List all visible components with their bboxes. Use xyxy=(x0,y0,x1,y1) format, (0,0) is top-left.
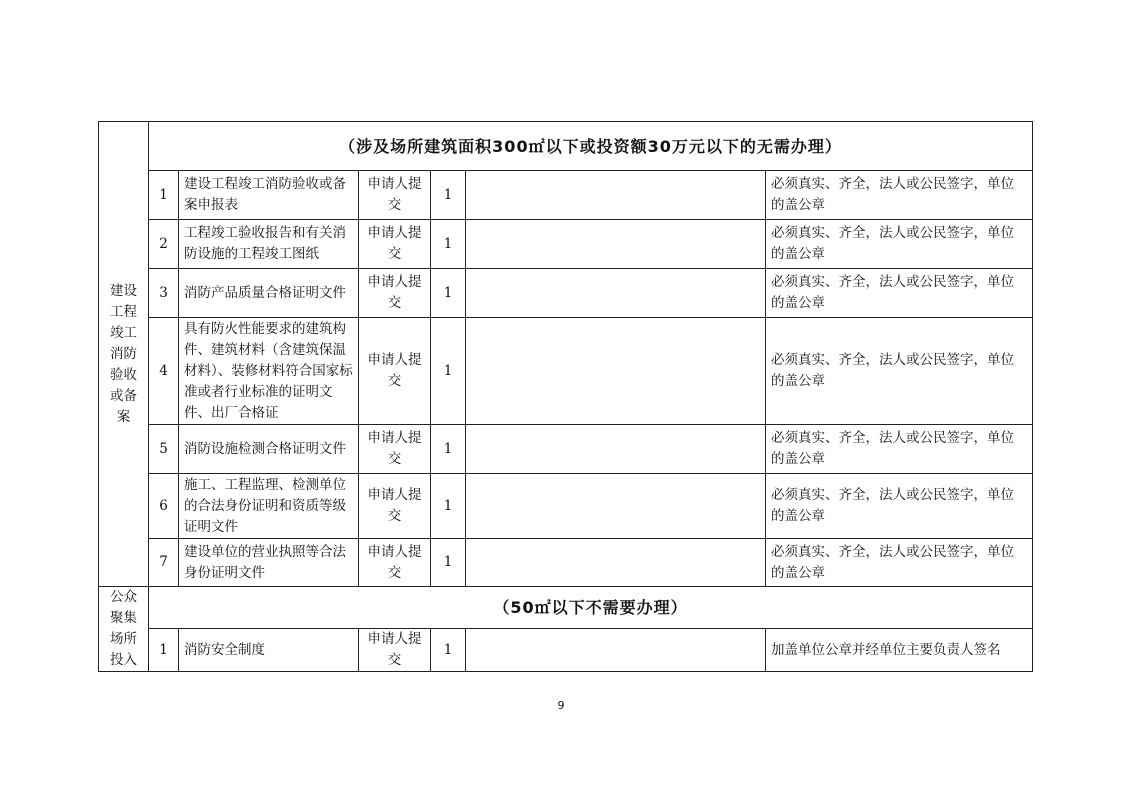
material-quantity: 1 xyxy=(431,318,466,425)
table-row xyxy=(99,318,1033,425)
material-source: 申请人提交 xyxy=(359,539,431,587)
material-name: 消防设施检测合格证明文件 xyxy=(179,425,359,474)
row-number: 7 xyxy=(149,539,179,587)
material-quantity: 1 xyxy=(431,220,466,269)
table-row xyxy=(99,474,1033,539)
material-requirement: 必须真实、齐全，法人或公民签字，单位的盖公章 xyxy=(766,474,1033,539)
material-requirement: 加盖单位公章并经单位主要负责人签名 xyxy=(766,629,1033,672)
table-row xyxy=(99,539,1033,587)
material-source: 申请人提交 xyxy=(359,425,431,474)
section1-header: （涉及场所建筑面积300㎡以下或投资额30万元以下的无需办理） xyxy=(149,122,1033,171)
material-name: 建设单位的营业执照等合法身份证明文件 xyxy=(179,539,359,587)
material-name: 消防产品质量合格证明文件 xyxy=(179,269,359,318)
material-requirement: 必须真实、齐全，法人或公民签字，单位的盖公章 xyxy=(766,171,1033,220)
material-name: 消防安全制度 xyxy=(179,629,359,672)
material-source: 申请人提交 xyxy=(359,318,431,425)
material-name: 工程竣工验收报告和有关消防设施的工程竣工图纸 xyxy=(179,220,359,269)
material-name: 建设工程竣工消防验收或备案申报表 xyxy=(179,171,359,220)
material-name: 具有防火性能要求的建筑构件、建筑材料（含建筑保温材料）、装修材料符合国家标准或者行业标准的证明文件、出厂合格证 xyxy=(179,318,359,425)
row-number: 1 xyxy=(149,171,179,220)
blank-cell xyxy=(466,425,766,474)
material-source: 申请人提交 xyxy=(359,171,431,220)
row-number: 6 xyxy=(149,474,179,539)
material-requirement: 必须真实、齐全，法人或公民签字，单位的盖公章 xyxy=(766,539,1033,587)
section2-category: 公众聚集场所投入 xyxy=(99,587,149,672)
blank-cell xyxy=(466,171,766,220)
material-quantity: 1 xyxy=(431,539,466,587)
row-number: 5 xyxy=(149,425,179,474)
material-quantity: 1 xyxy=(431,629,466,672)
blank-cell xyxy=(466,629,766,672)
section2-header: （50㎡以下不需要办理） xyxy=(149,587,1033,629)
blank-cell xyxy=(466,318,766,425)
blank-cell xyxy=(466,539,766,587)
material-quantity: 1 xyxy=(431,171,466,220)
blank-cell xyxy=(466,269,766,318)
row-number: 2 xyxy=(149,220,179,269)
section1-header-row xyxy=(99,122,1033,171)
row-number: 3 xyxy=(149,269,179,318)
table-row xyxy=(99,220,1033,269)
material-requirement: 必须真实、齐全，法人或公民签字，单位的盖公章 xyxy=(766,269,1033,318)
section1-category: 建设工程竣工消防验收或备案 xyxy=(99,122,149,587)
material-requirement: 必须真实、齐全，法人或公民签字，单位的盖公章 xyxy=(766,318,1033,425)
material-quantity: 1 xyxy=(431,269,466,318)
row-number: 1 xyxy=(149,629,179,672)
material-name: 施工、工程监理、检测单位的合法身份证明和资质等级证明文件 xyxy=(179,474,359,539)
material-source: 申请人提交 xyxy=(359,220,431,269)
material-quantity: 1 xyxy=(431,425,466,474)
page-number: 9 xyxy=(557,699,565,712)
table-row xyxy=(99,269,1033,318)
table-row xyxy=(99,171,1033,220)
material-source: 申请人提交 xyxy=(359,629,431,672)
blank-cell xyxy=(466,474,766,539)
material-requirement: 必须真实、齐全，法人或公民签字，单位的盖公章 xyxy=(766,220,1033,269)
table-row xyxy=(99,425,1033,474)
material-source: 申请人提交 xyxy=(359,474,431,539)
material-requirement: 必须真实、齐全，法人或公民签字，单位的盖公章 xyxy=(766,425,1033,474)
blank-cell xyxy=(466,220,766,269)
table-row xyxy=(99,629,1033,672)
row-number: 4 xyxy=(149,318,179,425)
materials-table xyxy=(98,121,1033,672)
section2-header-row xyxy=(99,587,1033,629)
material-source: 申请人提交 xyxy=(359,269,431,318)
material-quantity: 1 xyxy=(431,474,466,539)
